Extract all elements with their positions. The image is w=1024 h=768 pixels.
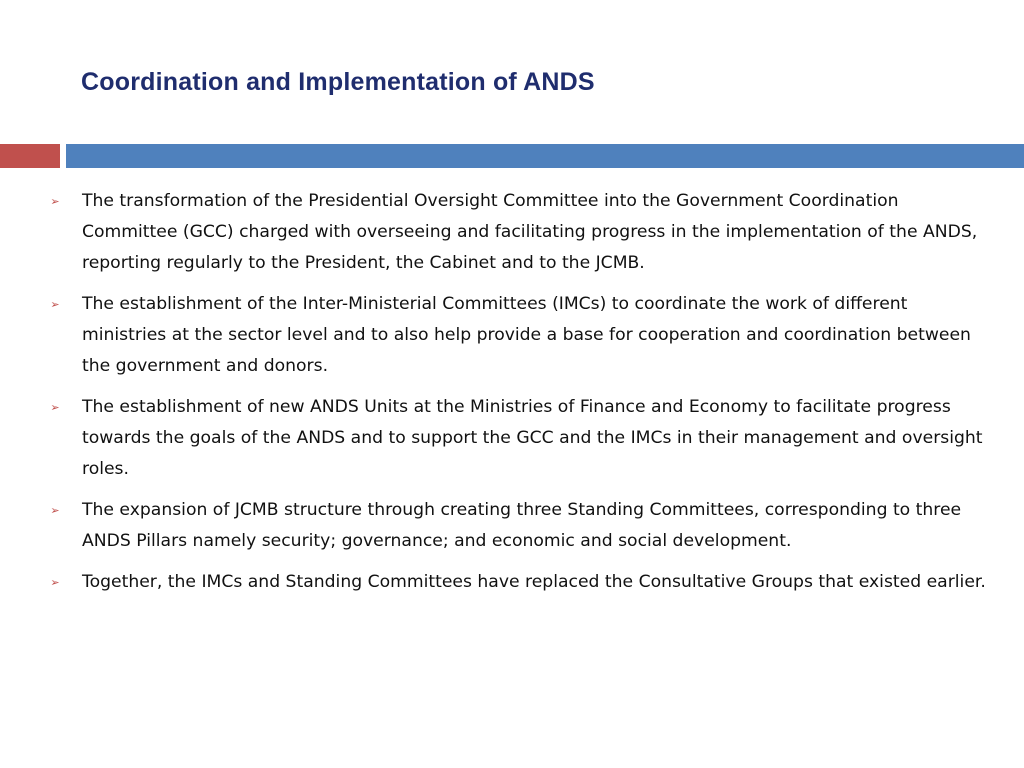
bullet-item xyxy=(48,495,994,557)
bullet-item xyxy=(48,392,994,485)
arrowhead-bullet-icon: ➢ xyxy=(50,401,60,414)
bullet-item xyxy=(48,186,994,279)
accent-bar-right xyxy=(66,144,1024,168)
bullet-text: Together, the IMCs and Standing Committees have replaced the Consultative Groups that existed earlier. xyxy=(82,572,986,592)
accent-bar-left xyxy=(0,144,60,168)
bullet-list xyxy=(48,186,994,608)
arrowhead-bullet-icon: ➢ xyxy=(50,195,60,208)
arrowhead-bullet-icon: ➢ xyxy=(50,298,60,311)
arrowhead-bullet-icon: ➢ xyxy=(50,504,60,517)
bullet-text: The transformation of the Presidential Oversight Committee into the Government Coordination Committee (GCC) charged with overseeing and facilitating progress in the implementation of the ANDS, reporting regularly to the President, the Cabinet and to the JCMB. xyxy=(82,191,978,273)
bullet-text: The establishment of the Inter-Ministerial Committees (IMCs) to coordinate the work of different ministries at the sector level and to also help provide a base for cooperation and coordination between the government and donors. xyxy=(82,294,971,376)
bullet-text: The expansion of JCMB structure through creating three Standing Committees, corresponding to three ANDS Pillars namely security; governance; and economic and social development. xyxy=(82,500,962,551)
slide-title: Coordination and Implementation of ANDS xyxy=(81,68,595,96)
bullet-item xyxy=(48,289,994,382)
bullet-item xyxy=(48,567,994,598)
bullet-text: The establishment of new ANDS Units at the Ministries of Finance and Economy to facilitate progress towards the goals of the ANDS and to support the GCC and the IMCs in their management and oversight roles. xyxy=(82,397,983,479)
arrowhead-bullet-icon: ➢ xyxy=(50,576,60,589)
